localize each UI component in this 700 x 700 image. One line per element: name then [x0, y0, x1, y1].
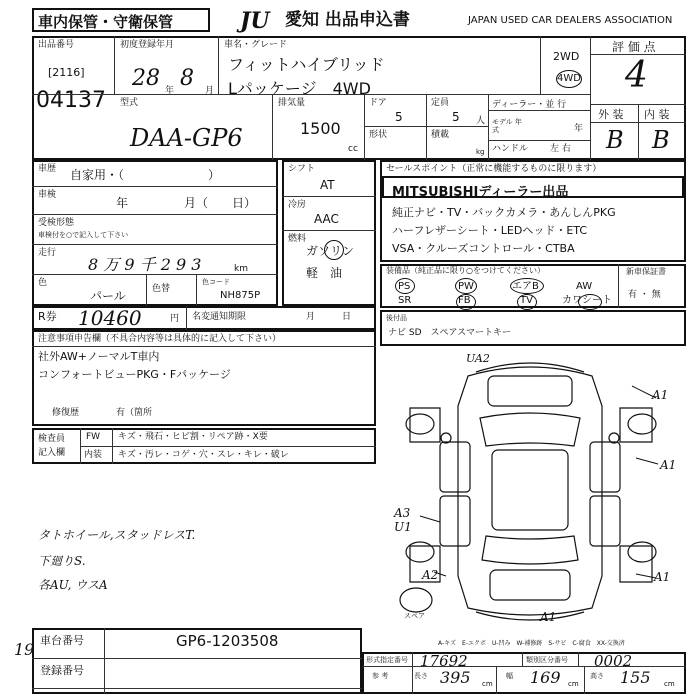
warranty-value: 有 ・ 無 — [628, 290, 661, 300]
vehicle-name: フィットハイブリッド — [228, 55, 385, 74]
aftermarket-value: ナビ SD スペアスマートキー — [388, 328, 511, 338]
history-value: 自家用・（ ） — [70, 168, 221, 182]
handwritten-line-1: タトホイール,スタッドレスT. — [38, 528, 196, 542]
drive-2wd: 2WD — [553, 50, 580, 63]
int-items: キズ・汚レ・コゲ・穴・スレ・キレ・破レ — [118, 450, 289, 460]
handle-value: 左 右 — [550, 144, 571, 154]
warranty-label: 新車保証書 — [626, 267, 666, 276]
fw-label: FW — [86, 432, 101, 442]
drive-4wd: 4WD — [557, 73, 581, 84]
equip-sr: SR — [398, 295, 412, 306]
fuel-options: ガソリン — [306, 244, 355, 258]
registration-year: 28 — [132, 66, 160, 91]
int-label: 内装 — [84, 450, 103, 460]
damage-right-3: A1 — [654, 570, 671, 584]
damage-top: UA2 — [466, 352, 490, 365]
spare-label: スペア — [404, 612, 425, 620]
inspector-label-1: 検査員 — [38, 434, 66, 444]
mileage-label: 走行 — [38, 248, 57, 258]
notes-label: 注意事項申告欄（不具合内容等は具体的に記入して下さい） — [38, 334, 282, 344]
damage-left-3: A2 — [422, 568, 439, 582]
storage-note: 車内保管・守衛保管 — [38, 13, 174, 31]
r-ticket-value: 10460 — [78, 306, 142, 330]
fw-items: キズ・飛石・ヒビ割・リペア跡・X要 — [118, 432, 268, 442]
damage-legend: A-キズ E-エクボ U-凹み W-補修跡 S-サビ C-腐食 XX-交換済 — [438, 640, 625, 647]
drive-4wd-circle — [556, 70, 582, 88]
displacement-value: 1500 — [300, 119, 341, 138]
car-damage-diagram — [380, 346, 686, 636]
color-label: 色 — [38, 278, 48, 288]
doors-value: 5 — [395, 110, 403, 124]
damage-left-1: A3 — [394, 506, 411, 520]
tv-circle — [517, 294, 537, 310]
capacity-value: 5 — [452, 110, 460, 124]
sales-points-label: セールスポイント（正常に機能するものに限ります） — [386, 164, 602, 174]
name-change-label: 名変通知期限 — [192, 312, 247, 322]
model-year-label: モデル 年式 — [492, 118, 522, 134]
shape-label: 形状 — [369, 130, 388, 140]
dealer-label: ディーラー・並 行 — [492, 100, 567, 110]
shift-label: シフト — [288, 164, 316, 174]
sales-point-2: 純正ナビ・TV・バックカメラ・あんしんPKG — [392, 206, 616, 219]
equip-ps: PS — [398, 281, 411, 292]
r-ticket-label: R券 — [38, 310, 57, 323]
history-label: 車歴 — [38, 164, 57, 174]
handle-label: ハンドル — [492, 144, 529, 154]
repair-value: 有（箇所 — [116, 408, 153, 418]
fuel-diesel: 軽 油 — [306, 266, 343, 280]
equip-fb: FB — [458, 295, 471, 306]
class-label: 類別区分番号 — [526, 656, 568, 664]
fb-circle — [456, 294, 476, 310]
width-label: 幅 — [506, 672, 513, 680]
equipment-label: 装備品（純正品に限り○をつけてください） — [386, 266, 545, 275]
damage-right-1: A1 — [652, 388, 669, 402]
inspection-label: 車検 — [38, 190, 57, 200]
leather-circle — [578, 294, 602, 310]
aircon-label: 冷房 — [288, 200, 307, 210]
model-label: 型式 — [120, 98, 139, 108]
type-label: 形式指定番号 — [366, 656, 408, 664]
exterior-grade: B — [606, 126, 624, 154]
notes-line-1: 社外AW+ノーマルT車内 — [38, 350, 160, 363]
vehicle-grade: Lパッケージ 4WD — [228, 79, 371, 98]
reg-no-label: 登録番号 — [40, 664, 84, 677]
lot-number: 04137 — [36, 88, 106, 113]
width-value: 169 — [530, 668, 561, 687]
sales-point-3: ハーフレザーシート・LEDヘッド・ETC — [392, 224, 588, 237]
load-label: 積載 — [431, 130, 450, 140]
aftermarket-label: 後付品 — [386, 314, 407, 322]
color-change-label: 色替 — [152, 284, 171, 294]
form-title: 愛知 出品申込書 — [285, 10, 410, 30]
length-label: 長さ — [414, 672, 428, 680]
fuel-label: 燃料 — [288, 234, 307, 244]
equip-airbag: エアB — [512, 281, 539, 292]
pw-circle — [455, 278, 477, 294]
height-value: 155 — [620, 668, 651, 687]
equip-aw: AW — [576, 281, 593, 292]
interior-grade: B — [652, 126, 670, 154]
rating-score: 4 — [625, 55, 648, 96]
ps-circle — [395, 278, 415, 294]
length-value: 395 — [440, 668, 471, 687]
sales-point-1: MITSUBISHIディーラー出品 — [382, 176, 684, 198]
lot-code: [2116] — [48, 66, 85, 79]
capacity-label: 定員 — [431, 98, 450, 108]
registration-label: 初度登録年月 — [120, 40, 175, 50]
ref-label: 参 考 — [372, 672, 389, 680]
model-value: DAA-GP6 — [130, 124, 243, 152]
org-english: JAPAN USED CAR DEALERS ASSOCIATION — [468, 15, 673, 26]
equip-leather: カワシート — [562, 295, 612, 306]
color-value: パール — [90, 289, 126, 303]
ju-logo: JU — [240, 8, 270, 34]
color-code-label: 色コード — [202, 278, 230, 286]
doors-label: ドア — [369, 98, 387, 108]
shift-value: AT — [320, 178, 335, 192]
notes-line-2: コンフォートビューPKG・Fパッケージ — [38, 368, 231, 381]
registration-month: 8 — [180, 66, 194, 91]
aircon-value: AAC — [314, 212, 339, 226]
handwritten-line-2: 下廻りS. — [38, 554, 86, 568]
type-value: 17692 — [420, 652, 468, 670]
fuel-circle — [324, 240, 344, 260]
storage-note-box — [32, 8, 210, 32]
damage-bottom: A1 — [540, 610, 557, 624]
interior-label: 内 装 — [644, 108, 670, 121]
lot-label: 出品番号 — [38, 40, 75, 50]
handwritten-line-3: 各AU, ウスA — [38, 578, 108, 592]
damage-right-2: A1 — [660, 458, 677, 472]
acceptance-label: 受検形態 — [38, 218, 75, 228]
chassis-value: GP6-1203508 — [176, 632, 279, 650]
exterior-label: 外 装 — [598, 108, 624, 121]
sales-point-4: VSA・クルーズコントロール・CTBA — [392, 242, 575, 255]
color-code: NH875P — [220, 290, 261, 301]
equip-tv: TV — [520, 295, 533, 306]
margin-mark: 19 — [14, 640, 35, 659]
class-value: 0002 — [594, 652, 633, 670]
inspector-label-2: 記入欄 — [38, 448, 66, 458]
height-label: 高さ — [590, 672, 604, 680]
repair-label: 修復歴 — [52, 408, 80, 418]
displacement-label: 排気量 — [278, 98, 306, 108]
chassis-label: 車台番号 — [40, 634, 84, 647]
vehicle-label: 車名・グレード — [224, 40, 288, 50]
equip-pw: PW — [458, 281, 474, 292]
rating-label: 評 価 点 — [612, 40, 656, 54]
airbag-circle — [510, 278, 544, 294]
damage-left-2: U1 — [394, 520, 412, 534]
mileage-value: 8 万 9 千 2 9 3 — [88, 255, 202, 274]
